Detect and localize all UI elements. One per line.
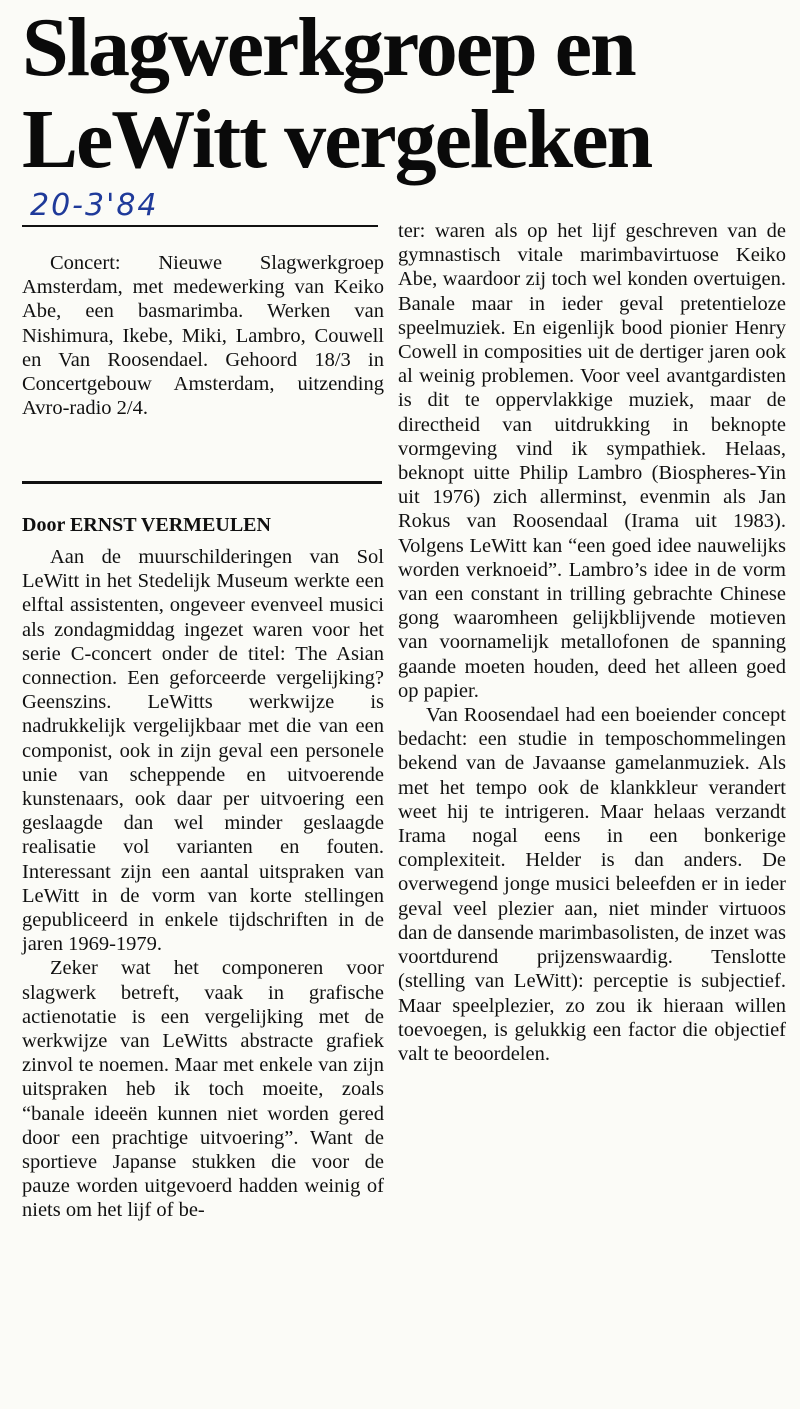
top-rule: [22, 225, 378, 227]
byline: Door ERNST VERMEULEN: [22, 514, 271, 536]
concert-info: [22, 251, 384, 420]
paragraph-2: Zeker wat het componeren voor slagwerk betreft, vaak in grafische actienotatie is een vergelijking met de werkwijze van LeWitts abstracte grafiek zinvol te noemen. Maar met enkele van zijn uitspraken heb ik toch moeite, zoals “banale ideeën kunnen niet worden gered door een prachtige uitvoering”. Want de sportieve Japanse stukken die voor de pauze worden uitgevoerd hadden weinig of niets om het lijf of be-: [22, 957, 384, 1222]
paragraph-1: Aan de muurschilderingen van Sol LeWitt in het Stedelijk Museum werkte een elftal assistenten, ongeveer evenveel musici als zondagmiddag ingezet waren voor het serie C-concert onder de titel: The Asian connection. Een geforceerde vergelijking? Geenszins. LeWitts werkwijze is nadrukkelijk vergelijkbaar met die van een componist, ook in zijn geval een personele unie van scheppende en uitvoerende kunstenaars, ook daar per uitvoering een geslaagde dan wel minder geslaagde realisatie vol varianten en fouten. Interessant zijn een aantal uitspraken van LeWitt in de vorm van korte stellingen gepubliceerd in enkele tijdschriften in de jaren 1969-1979.: [22, 546, 384, 956]
concert-info-text: Concert: Nieuwe Slagwerkgroep Amsterdam, met medewerking van Keiko Abe, een basmarimba. Werken van Nishimura, Ikebe, Miki, Lambro, Couwell en Van Roosendael. Gehoord 18/3 in Concertgebouw Amsterdam, uitzending Avro-radio 2/4.: [22, 252, 384, 420]
paragraph-3: Van Roosendael had een boeiender concept bedacht: een studie in temposchommelingen bekend van de Javaanse gamelanmuziek. Als met het tempo ook de klankkleur verandert weet hij te intrigeren. Maar helaas verzandt Irama nogal eens in een bonkerige complexiteit. Helder is dan anders. De overwegend jonge musici beleefden er in ieder geval veel plezier aan, niet minder virtuoos dan de dansende marimbasolisten, de inzet was voortdurend prijzenswaardig. Tenslotte (stelling van LeWitt): perceptie is subjectief. Maar speelplezier, zo zou ik hieraan willen toevoegen, is gelukkig een factor die objectief valt te beoordelen.: [398, 704, 786, 1065]
body-column-left: [22, 545, 384, 1223]
headline: [22, 2, 792, 186]
paragraph-2-continued: ter: waren als op het lijf geschreven van de gymnastisch vitale marimbavirtuose Keiko Abe, waardoor zij toch wel konden overtuigen. Banale maar in ieder geval pretentieloze speelmuziek. En eigenlijk bood pionier Henry Cowell in composities uit de dertiger jaren ook al weinig problemen. Voor veel avantgardisten is dit te oppervlakkige muziek, maar de directheid van uitdrukking in beknopte vormgeving vind ik sympathiek. Helaas, beknopt uitte Philip Lambro (Biospheres-Yin uit 1976) zich allerminst, evenmin als Jan Rokus van Roosendaal (Irama uit 1983). Volgens LeWitt kan “een goed idee nauwelijks worden verknoeid”. Lambro’s idee in de vorm van een constant in trilling gebrachte Chinese gong waaromheen gelijkblijvende motieven van voornamelijk metallofonen de spanning gaande moeten houden, deed het alleen goed op papier.: [398, 220, 786, 702]
section-rule: [22, 481, 382, 484]
headline-line-2: LeWitt vergeleken: [22, 93, 652, 186]
headline-line-1: Slagwerkgroep en: [22, 1, 635, 94]
handwritten-date: 20-3'84: [30, 188, 159, 223]
body-column-right: [398, 219, 786, 1066]
